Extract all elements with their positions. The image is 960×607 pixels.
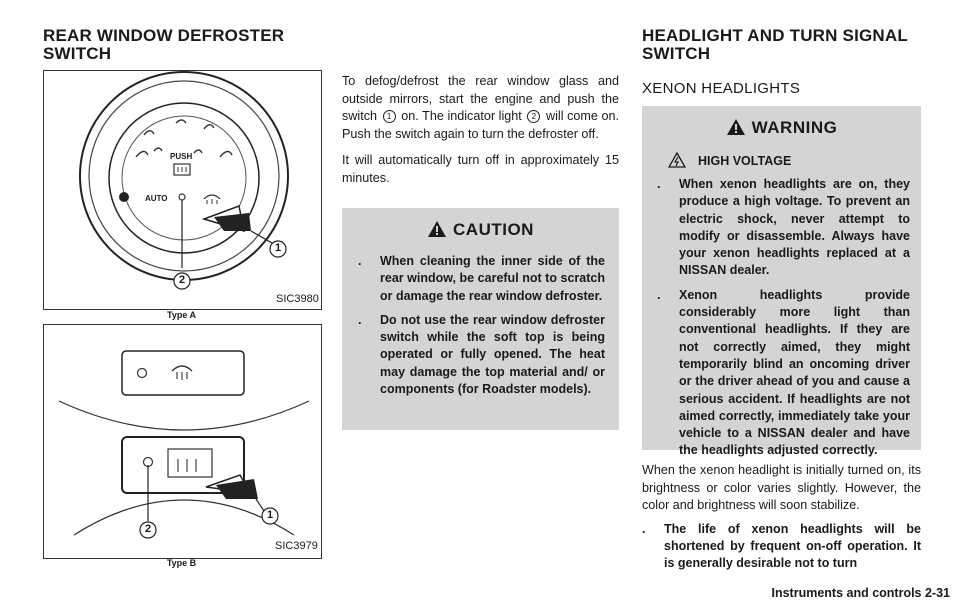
list-item [358,312,605,398]
warning-triangle-icon [726,118,746,136]
callout-2: 2 [179,274,186,286]
caution-heading-text: CAUTION [453,220,534,239]
defroster-button-illustration [44,325,321,558]
callout-1: 1 [267,509,274,521]
warning-triangle-icon [427,220,447,238]
list-item-text: When cleaning the inner side of the rear window, be careful not to scratch or damage the rear window defroster. [380,254,605,303]
bullet: . [358,254,362,268]
bullet: . [657,287,661,302]
paragraph: It will automatically turn off in approximately 15 minutes. [342,153,619,185]
caution-list [358,253,605,398]
caution-box [342,208,619,430]
right-section-title [642,27,942,63]
xenon-subheading: XENON HEADLIGHTS [642,80,801,97]
figure-caption: Type A [166,310,196,320]
page-footer: Instruments and controls 2-31 [771,586,950,600]
callout-1: 1 [275,242,282,254]
paragraph-text: on. The indicator light [401,109,522,123]
warning-list [657,176,910,460]
figure-code: SIC3979 [275,540,318,552]
list-item-text: Do not use the rear window defroster switch while the soft top is being operated or fully opened. The heat may damage the top material and/ or components (for Roadster models). [380,312,605,397]
paragraph [342,73,619,143]
left-section-title [43,27,323,63]
left-title-text: REAR WINDOW DEFROSTER SWITCH [43,26,285,63]
high-voltage-icon [668,152,686,168]
list-item [358,253,605,305]
defroster-instructions [342,73,619,187]
high-voltage-row [668,152,921,168]
callout-2: 2 [145,523,152,535]
high-voltage-label: HIGH VOLTAGE [698,154,792,168]
list-item [642,521,921,573]
paragraph: When the xenon headlight is initially turned on, its brightness or color varies slightly. However, the color and brightness will soon stabilize. [642,463,921,512]
callout-ref-1: 1 [383,110,396,123]
xenon-tips-list [642,521,921,573]
bullet: . [642,521,646,536]
xenon-body [642,462,921,579]
list-item [657,287,910,460]
paragraph-text: will come on. Push the switch again to turn the defroster off. [342,109,620,141]
figure-caption: Type B [166,558,197,568]
warning-heading-text: WARNING [751,118,838,137]
bullet: . [657,177,661,191]
list-item [657,176,910,280]
figure-type-b [43,324,322,559]
callout-ref-2: 2 [527,110,540,123]
right-title-text: HEADLIGHT AND TURN SIGNAL SWITCH [642,26,908,63]
caution-heading [342,220,619,240]
push-label: PUSH [170,152,193,161]
figure-code: SIC3980 [276,293,319,305]
bullet: . [358,312,362,327]
warning-heading [642,118,921,138]
list-item-text: The life of xenon headlights will be shortened by frequent on-off operation. It is generally desirable not to turn [664,521,921,571]
warning-box [642,106,921,458]
list-item-text: Xenon headlights provide considerably more light than conventional headlights. If they are not correctly aimed, they might temporarily blind an oncoming driver or the driver ahead of you and cause a serious accident. If headlights are not aimed correctly, immediately take your vehicle to a NISSAN dealer and have the headlights adjusted correctly. [679,287,910,458]
figure-type-a [43,70,322,310]
paragraph-text: To defog/defrost the rear window glass and outside mirrors, start the engine and push the switch [342,74,619,123]
auto-label: AUTO [145,194,168,203]
list-item-text: When xenon headlights are on, they produce a high voltage. To prevent an electric shock, never attempt to modify or disassemble. Always have your xenon headlights replaced at a NISSAN dealer. [679,177,910,278]
